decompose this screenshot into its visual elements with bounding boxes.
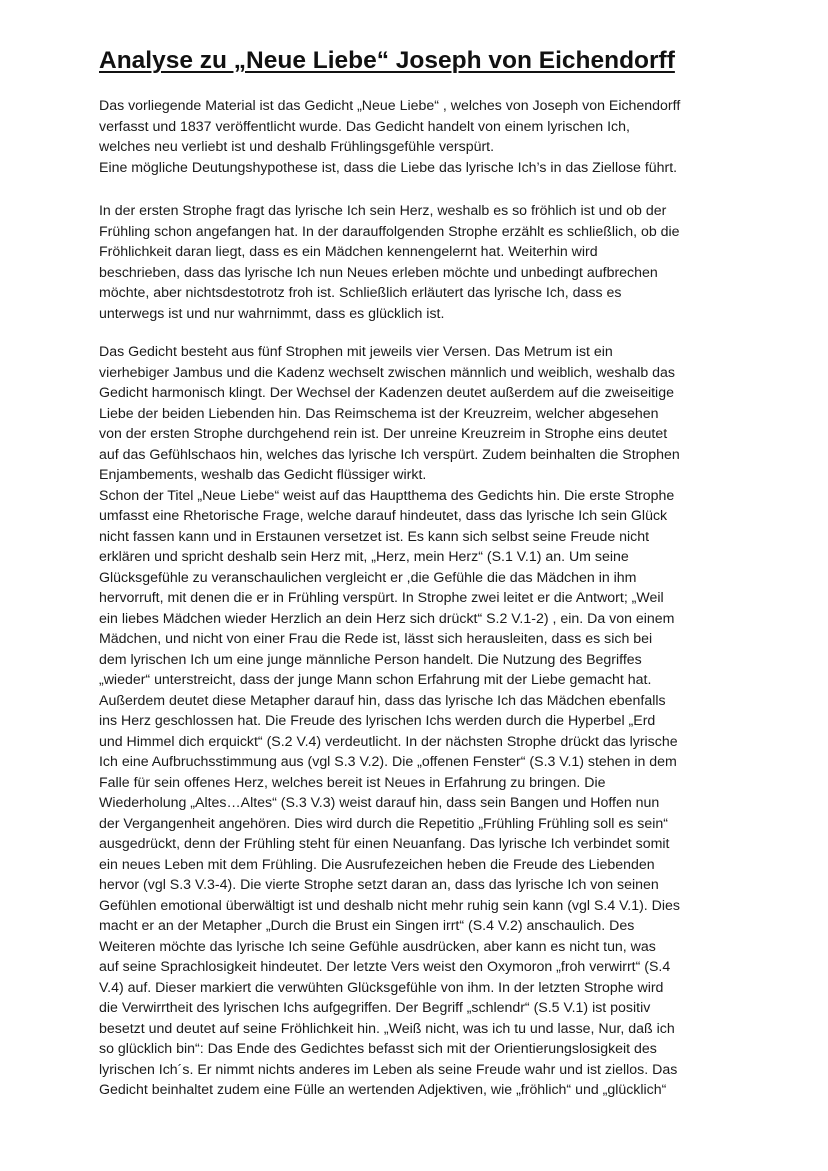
text-line: und Himmel dich erquickt“ (S.2 V.4) verdeutlicht. In der nächsten Strophe drückt das lyrische [99, 733, 678, 750]
text-line: Frühling schon angefangen hat. In der darauffolgenden Strophe erzählt es schließlich, ob die [99, 223, 680, 240]
text-line: Glücksgefühle zu veranschaulichen vergleicht er ,die Gefühle die das Mädchen in ihm [99, 569, 637, 586]
text-line: Fröhlichkeit daran liegt, dass es ein Mädchen kennengelernt hat. Weiterhin wird [99, 244, 598, 260]
text-line: besetzt und deutet auf seine Fröhlichkeit hin. „Weiß nicht, was ich tu und lasse, Nur, daß ich [99, 1020, 675, 1037]
text-line: erklären und spricht deshalb sein Herz mit, „Herz, mein Herz“ (S.1 V.1) an. Um seine [99, 549, 629, 565]
paragraph-analysis [99, 342, 739, 1101]
text-line: Gedicht beinhaltet zudem eine Fülle an wertenden Adjektiven, wie „fröhlich“ und „glücklich“ [99, 1082, 667, 1098]
text-line: V.4) auf. Dieser markiert die verwühten Glücksgefühle von ihm. In der letzten Strophe wird [99, 979, 664, 996]
text-line: vierhebiger Jambus und die Kadenz wechselt zwischen männlich und weiblich, weshalb das [99, 364, 676, 381]
text-line: hervor (vgl S.3 V.3-4). Die vierte Strophe setzt daran an, dass das lyrische Ich von seinen [99, 877, 659, 893]
text-line: Gedicht harmonisch klingt. Der Wechsel der Kadenzen deutet außerdem auf die zweiseitige [99, 385, 674, 401]
text-line: unterwegs ist und nur wahrnimmt, dass es glücklich ist. [99, 305, 445, 322]
text-line: Liebe der beiden Liebenden hin. Das Reimschema ist der Kreuzreim, welcher abgesehen [99, 405, 659, 422]
text-line: möchte, aber nichtsdestotrotz froh ist. Schließlich erläutert das lyrische Ich, dass es [99, 285, 622, 301]
text-line: Das Gedicht besteht aus fünf Strophen mit jeweils vier Versen. Das Metrum ist ein [99, 344, 613, 360]
text-line: verfasst und 1837 veröffentlicht wurde. Das Gedicht handelt von einem lyrischen Ich, [99, 118, 630, 135]
text-line: auf das Gefühlschaos hin, welches das lyrische Ich verspürt. Zudem beinhalten die Strophen [99, 446, 680, 463]
text-line: nicht fassen kann und in Erstaunen versetzet ist. Es kann sich selbst seine Freude nicht [99, 528, 650, 545]
text-line: Das vorliegende Material ist das Gedicht „Neue Liebe“ , welches von Joseph von Eichendorff [99, 98, 681, 114]
text-line: Schon der Titel „Neue Liebe“ weist auf das Hauptthema des Gedichts hin. Die erste Strophe [99, 487, 675, 504]
text-line: „wieder“ unterstreicht, dass der junge Mann schon Erfahrung mit der Liebe gemacht hat. [99, 672, 652, 688]
text-line: Falle für sein offenes Herz, welches bereit ist Neues in Erfahrung zu bringen. Die [99, 774, 606, 791]
text-line: Mädchen, und nicht von einer Frau die Rede ist, lässt sich herausleiten, dass es sich bei [99, 631, 653, 647]
document-title: Analyse zu „Neue Liebe“ Joseph von Eichendorff [99, 47, 675, 74]
paragraph-introduction [99, 96, 739, 178]
text-line: ein liebes Mädchen wieder Herzlich an dein Herz sich drückt“ S.2 V.1-2) , ein. Da von einem [99, 610, 675, 627]
text-line: lyrischen Ich´s. Er nimmt nichts anderes im Leben als seine Freude wahr und ist ziellos. Das [99, 1061, 678, 1078]
text-line: In der ersten Strophe fragt das lyrische Ich sein Herz, weshalb es so fröhlich ist und ob der [99, 203, 667, 219]
text-line: die Verwirrtheit des lyrischen Ichs aufgegriffen. Der Begriff „schlendr“ (S.5 V.1) ist positiv [99, 1000, 651, 1016]
text-line: Eine mögliche Deutungshypothese ist, dass die Liebe das lyrische Ich’s in das Ziellose führt. [99, 159, 678, 176]
text-line: auf seine Sprachlosigkeit hindeutet. Der letzte Vers weist den Oxymoron „froh verwirrt“ (S.4 [99, 959, 671, 975]
text-line: ins Herz geschlossen hat. Die Freude des lyrischen Ichs werden durch die Hyperbel „Erd [99, 713, 656, 729]
text-line: macht er an der Metapher „Durch die Brust ein Singen irrt“ (S.4 V.2) anschaulich. Des [99, 918, 635, 934]
text-line: Wiederholung „Altes…Altes“ (S.3 V.3) weist darauf hin, dass sein Bangen und Hoffen nun [99, 795, 660, 811]
text-line: von der ersten Strophe durchgehend rein ist. Der unreine Kreuzreim in Strophe eins deutet [99, 426, 668, 442]
paragraph-content-summary [99, 201, 739, 324]
text-line: Gefühlen emotional überwältigt ist und deshalb nicht mehr ruhig sein kann (vgl S.4 V.1). Dies [99, 897, 680, 914]
text-line: dem lyrischen Ich um eine junge männliche Person handelt. Die Nutzung des Begriffes [99, 651, 642, 668]
text-line: Enjambements, weshalb das Gedicht flüssiger wirkt. [99, 467, 427, 483]
text-line: Ich eine Aufbruchsstimmung aus (vgl S.3 V.2). Die „offenen Fenster“ (S.3 V.1) stehen in dem [99, 754, 677, 770]
text-line: ein neues Leben mit dem Frühling. Die Ausrufezeichen heben die Freude des Liebenden [99, 856, 655, 873]
text-line: Außerdem deutet diese Metapher darauf hin, dass das lyrische Ich das Mädchen ebenfalls [99, 692, 666, 709]
text-line: Weiteren möchte das lyrische Ich seine Gefühle ausdrücken, aber kann es nicht tun, was [99, 938, 656, 955]
text-line: umfasst eine Rhetorische Frage, welche darauf hindeutet, dass das lyrische Ich sein Glück [99, 508, 668, 524]
text-line: ausgedrückt, denn der Frühling steht für einen Neuanfang. Das lyrische Ich verbindet somit [99, 836, 670, 852]
text-line: der Vergangenheit angehören. Dies wird durch die Repetitio „Frühling Frühling soll es sein“ [99, 815, 668, 832]
text-line: beschrieben, dass das lyrische Ich nun Neues erleben möchte und unbedingt aufbrechen [99, 264, 658, 281]
text-line: hervorruft, mit denen die er in Frühling verspürt. In Strophe zwei leitet er die Antwort; „Weil [99, 590, 664, 606]
text-line: so glücklich bin“: Das Ende des Gedichtes befasst sich mit der Orientierungslosigkeit des [99, 1041, 657, 1057]
text-line: welches neu verliebt ist und deshalb Frühlingsgefühle verspürt. [99, 139, 495, 155]
